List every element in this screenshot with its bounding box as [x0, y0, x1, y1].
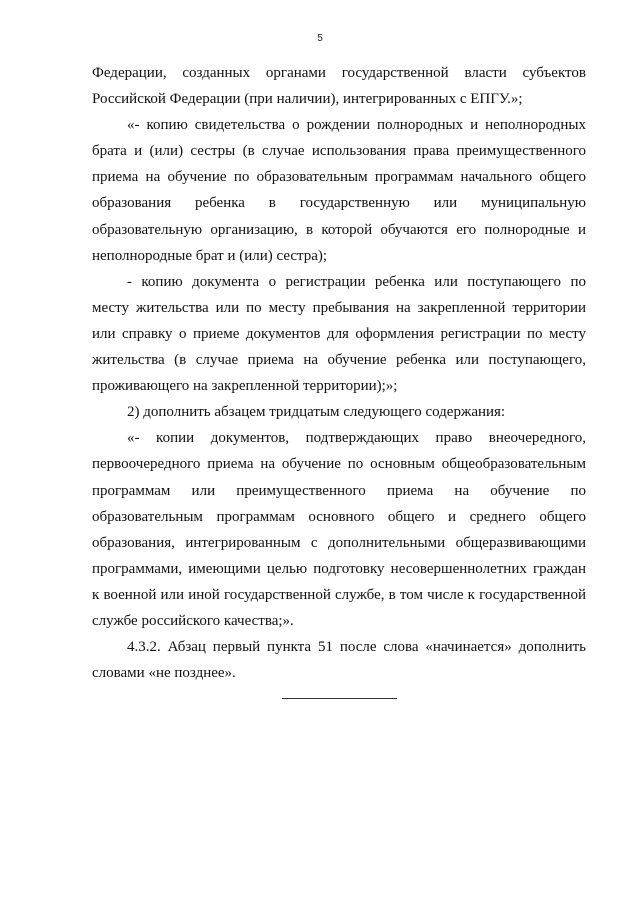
text-line: или справку о приеме документов для оформления регистрации по месту [92, 325, 586, 342]
text-line: Российской Федерации (при наличии), интегрированных с ЕПГУ.»; [92, 91, 523, 108]
text-line: программами, имеющими целью подготовку несовершеннолетних граждан [92, 560, 586, 577]
document-body [92, 60, 586, 686]
closing-rule [282, 698, 397, 699]
text-line: - копию документа о регистрации ребенка или поступающего по [127, 273, 586, 290]
text-line: месту жительства или по месту пребывания на закрепленной территории [92, 299, 586, 316]
text-line: программам или преимущественного приема на обучение по [92, 482, 586, 499]
text-line: образовательным программам основного общего и среднего общего [92, 508, 586, 525]
text-line: неполнородные брат и (или) сестра); [92, 247, 328, 264]
text-line: «- копии документов, подтверждающих право внеочередного, [127, 430, 586, 447]
text-line: Федерации, созданных органами государственной власти субъектов [92, 65, 586, 81]
text-line: приема на обучение по образовательным программам начального общего [92, 169, 586, 186]
text-line: брата и (или) сестры (в случае использования права преимущественного [92, 143, 586, 160]
text-line: первоочередного приема на обучение по основным общеобразовательным [92, 456, 586, 473]
text-line: 2) дополнить абзацем тридцатым следующего содержания: [127, 404, 506, 421]
text-line: к военной или иной государственной службе, в том числе к государственной [92, 586, 586, 603]
text-line: «- копию свидетельства о рождении полнородных и неполнородных [127, 117, 586, 134]
page-number: 5 [317, 33, 323, 44]
text-line: 4.3.2. Абзац первый пункта 51 после слова «начинается» дополнить [127, 639, 586, 656]
text-line: образовательную организацию, в которой обучаются его полнородные и [92, 221, 586, 238]
text-line: образования ребенка в государственную или муниципальную [92, 195, 586, 212]
text-line: проживающего на закрепленной территории);»; [92, 378, 398, 395]
text-line: словами «не позднее». [92, 665, 236, 682]
text-line: жительства (в случае приема на обучение ребенка или поступающего, [92, 352, 586, 369]
text-line: образования, интегрированным с дополнительными общеразвивающими [92, 534, 586, 551]
text-line: службе российского качества;». [92, 612, 294, 629]
